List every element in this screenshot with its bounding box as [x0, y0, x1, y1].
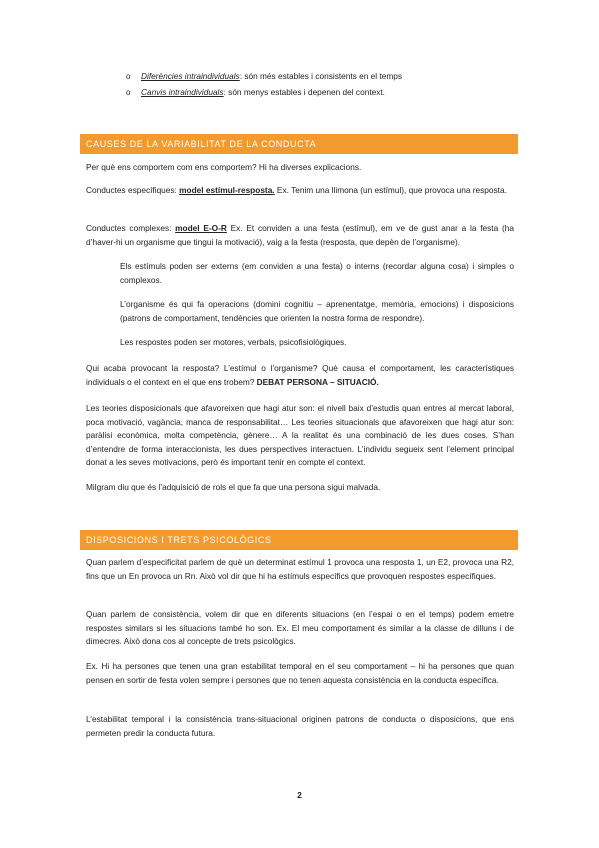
paragraph: L’estabilitat temporal i la consistència trans-situacional originen patrons de conducta o disposicions, que ens permeten predir la conducta futura. [86, 714, 514, 738]
paragraph: Milgram diu que és l’adquisició de rols el que fa que una persona sigui malvada. [86, 482, 381, 492]
paragraph-text: Ex. Tenim una llimona (un estímul), que provoca una resposta. [274, 185, 507, 195]
paragraph-text: Ex. Et conviden a una festa (estímul), em ve de gust anar a la festa (ha d’haver-hi un organisme que tingui la motivació), vaig a la festa (resposta, que depèn de l’organisme). [86, 223, 514, 247]
bullet-text: : són menys estables i depenen del context. [223, 87, 385, 97]
indented-paragraph: Les respostes poden ser motores, verbals, psicofisiològiques. [120, 337, 347, 347]
indented-paragraph: L’organisme és qui fa operacions (domini cognitiu – aprenentatge, memòria, emocions) i disposicions (patrons de comportament, tendències que orienten la nostra forma de respondre). [120, 299, 514, 323]
paragraph: Ex. Hi ha persones que tenen una gran estabilitat temporal en el seu comportament – hi ha persones que quan pensen en sortir de festa volen sempre i persones que no tenen aquesta consistència en la conducta específica. [86, 661, 514, 685]
paragraph [86, 362, 514, 389]
paragraph-lead: Conductes complexes: [86, 223, 176, 233]
section-heading: DISPOSICIONS I TRETS PSICOLÒGICS [80, 530, 518, 550]
model-term: model estímul-resposta. [179, 185, 275, 195]
bullet-term: Canvis intraindividuals [141, 87, 224, 97]
indented-paragraph: Els estímuls poden ser externs (em conviden a una festa) o interns (recordar alguna cosa) i simples o complexos. [120, 261, 514, 285]
paragraph-text: Qui acaba provocant la resposta? L’estímul o l’organisme? Què causa el comportament, les característiques individuals o el context en el que ens trobem? [86, 363, 514, 387]
bullet-item [126, 70, 403, 83]
section-heading: CAUSES DE LA VARIABILITAT DE LA CONDUCTA [80, 134, 518, 154]
debate-label: DEBAT PERSONA – SITUACIÓ. [256, 376, 379, 387]
paragraph [86, 222, 514, 249]
bullet-marker: o [126, 88, 131, 97]
paragraph: Les teories disposicionals que afavoreixen que hagi atur son: el nivell baix d’estudis quan entres al mercat laboral, poca motivació, vagància, manca de responsabilitat… Les teories situacionals que afavoreixen que hagi atur son: paràlisi econòmica, molta competència, gènere… A la realitat és una combinació de les dues coses. S’han d’entendre de forma interaccionista, les dues perspectives interactuen. L’individu segueix sent l’element principal donat a les seves motivacions, però és important tenir en compte el context. [86, 403, 514, 468]
bullet-item [126, 86, 385, 99]
paragraph: Quan parlem de consistència, volem dir que en diferents situacions (en l’espai o en el temps) podem emetre respostes similars si les situacions també ho son. Ex. El meu comportament és similar a la classe de dilluns i de dimecres. Això dona cos al concepte de trets psicològics. [86, 609, 514, 647]
model-term: model E-O-R [175, 223, 227, 233]
paragraph: Per què ens comportem com ens comportem? Hi ha diverses explicacions. [86, 162, 362, 172]
bullet-marker: o [126, 72, 131, 81]
page-number: 2 [297, 790, 302, 800]
bullet-term: Diferències intraindividuals [141, 71, 240, 81]
bullet-text: : són més estables i consistents en el temps [239, 71, 403, 81]
paragraph: Quan parlem d’especificitat parlem de què un determinat estímul 1 provoca una resposta 1, un E2, provoca una R2, fins que un En provoca un Rn. Això vol dir que hi ha estímuls específics que provoquen respostes específiques. [86, 557, 514, 581]
paragraph-lead: Conductes específiques: [86, 185, 180, 195]
paragraph [86, 184, 514, 198]
